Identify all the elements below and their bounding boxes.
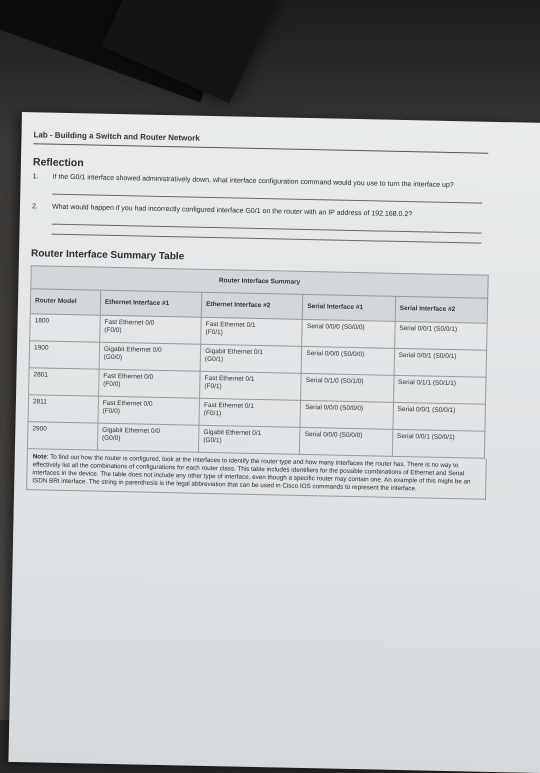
table-cell: Fast Ethernet 0/0 (F0/0) (98, 396, 200, 425)
column-header: Ethernet Interface #1 (100, 290, 202, 317)
router-interface-table (27, 265, 489, 459)
table-cell: 1800 (30, 314, 100, 342)
table-cell: Fast Ethernet 0/1 (F0/1) (201, 317, 303, 346)
table-cell: Gigabit Ethernet 0/0 (G0/0) (99, 342, 201, 371)
table-cell: Serial 0/0/0 (S0/0/0) (302, 319, 395, 348)
table-cell: 1900 (29, 341, 99, 369)
table-cell: Serial 0/1/0 (S0/1/0) (301, 373, 394, 402)
table-note (26, 449, 487, 500)
question-text: What would happen if you had incorrectly configured interface G0/1 on the router with an IP address of 192.168.0.2? (51, 203, 413, 219)
question-number: 1. (32, 173, 39, 181)
table-cell: Fast Ethernet 0/1 (F0/1) (199, 398, 301, 427)
column-header: Serial Interface #1 (303, 294, 396, 321)
table-cell: 2900 (27, 422, 97, 450)
table-cell: Gigabit Ethernet 0/0 (G0/0) (97, 423, 199, 452)
table-cell: 2801 (29, 368, 99, 396)
question-text: If the G0/1 interface showed administratively down, what interface configuration command would you use to turn the interface up? (52, 173, 454, 190)
question-number: 2. (31, 203, 38, 211)
paper-sheet (8, 112, 540, 773)
table-cell: Serial 0/0/1 (S0/0/1) (393, 402, 486, 431)
table-cell: Serial 0/0/1 (S0/0/1) (394, 321, 487, 350)
table-cell: Serial 0/0/1 (S0/0/1) (392, 429, 485, 458)
lab-header: Lab - Building a Switch and Router Network (33, 130, 200, 143)
table-heading: Router Interface Summary Table (30, 248, 185, 263)
table-cell: Gigabit Ethernet 0/1 (G0/1) (200, 344, 302, 373)
note-text: : To find out how the router is configured, look at the interfaces to identify the router type and how many interfaces the router has. There is no way to effectively list all the combinations of configurations for each router class. This table includes identifiers for the possible combinations of Ethernet and Serial interfaces in the device. The table does not include any other type of interface, even though a specific router may contain one. An example of this might be an ISDN BRI interface. The string in parenthesis is the legal abbreviation that can be used in Cisco IOS commands to represent the interface. (32, 453, 471, 493)
answer-line (52, 224, 482, 234)
column-header: Router Model (30, 289, 100, 315)
table-cell: Serial 0/0/0 (S0/0/0) (300, 427, 393, 456)
table-cell: Serial 0/1/1 (S0/1/1) (393, 375, 486, 404)
table-cell: Gigabit Ethernet 0/1 (G0/1) (199, 425, 301, 454)
note-label: Note (32, 453, 47, 461)
table-caption: Router Interface Summary (31, 266, 488, 299)
column-header: Serial Interface #2 (395, 296, 488, 323)
table-cell: Fast Ethernet 0/0 (F0/0) (98, 369, 200, 398)
table-cell: 2811 (28, 395, 98, 423)
table-cell: Serial 0/0/0 (S0/0/0) (301, 346, 394, 375)
answer-line (51, 234, 481, 244)
table-cell: Serial 0/0/0 (S0/0/0) (300, 400, 393, 429)
document-content (26, 130, 493, 500)
table-cell: Fast Ethernet 0/1 (F0/1) (200, 371, 302, 400)
table-cell: Fast Ethernet 0/0 (F0/0) (100, 315, 202, 344)
reflection-heading: Reflection (32, 156, 84, 170)
table-cell: Serial 0/0/1 (S0/0/1) (394, 348, 487, 377)
question-2 (32, 202, 492, 221)
column-header: Ethernet Interface #2 (201, 292, 303, 319)
answer-line (52, 194, 482, 204)
